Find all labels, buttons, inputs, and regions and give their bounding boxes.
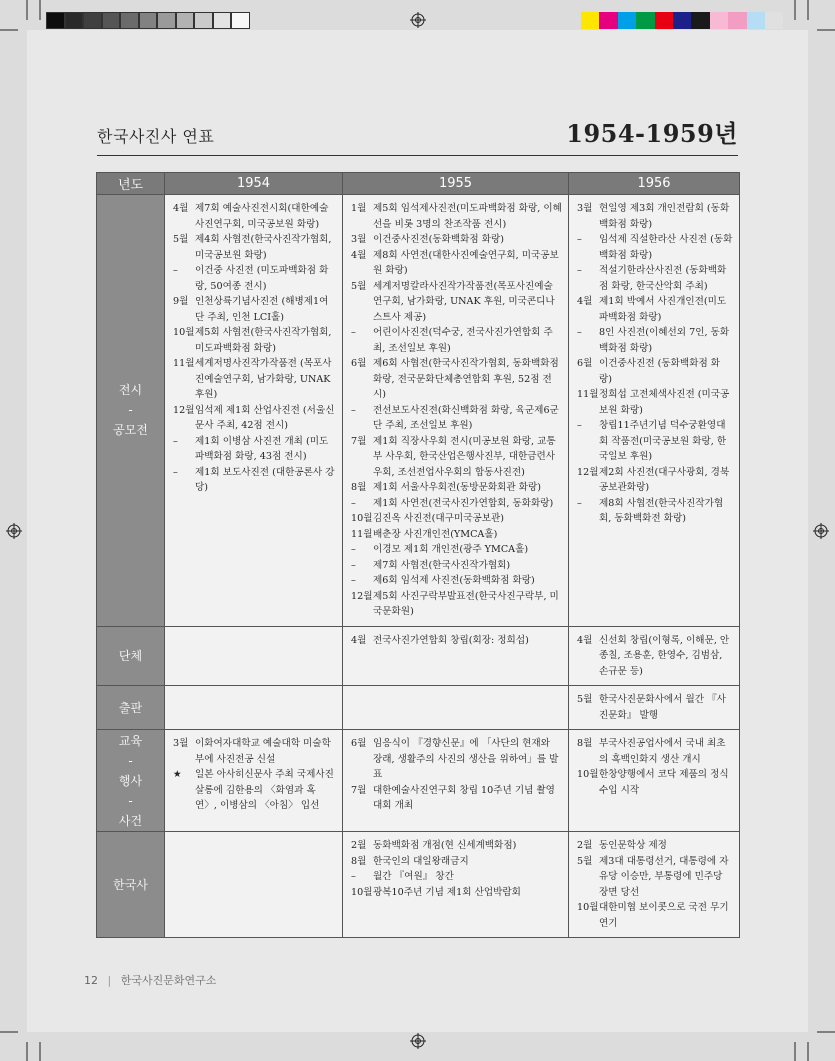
- event-text: 제7회 예술사진전시회(대한예술사진연구회, 미국공보원 화랑): [195, 203, 329, 230]
- event-text: 제1회 직장사우회 전시(미공보원 화랑, 교통부 사우회, 한국산업은행사진부, 대한금련사우회, 조선전업사우회의 합동사진전): [373, 435, 556, 478]
- event-entry: [351, 527, 562, 543]
- category-label-line: -: [128, 403, 133, 418]
- category-label-line: 공모전: [113, 423, 148, 438]
- event-month: 4월: [577, 296, 593, 307]
- event-text: 인천상륙기념사진전 (해병제1여단 주최, 인천 LCI홀): [195, 296, 329, 323]
- color-swatch: [728, 12, 746, 29]
- event-month: 7월: [351, 435, 367, 447]
- year-cell: [343, 626, 569, 686]
- category-label: [97, 832, 165, 938]
- event-text: 동화백화점 개점(현 신세계백화점): [373, 840, 517, 851]
- footer-separator: |: [107, 974, 112, 987]
- category-label-line: -: [128, 753, 133, 768]
- event-entry: [577, 900, 733, 931]
- event-text: 이건중 사진전 (미도파백화점 화랑, 50여종 전시): [195, 265, 329, 292]
- running-header-years: 1954-1959년: [566, 119, 738, 148]
- gray-swatch: [139, 12, 158, 29]
- event-month: 1월: [351, 203, 367, 214]
- event-text: 제1회 박예서 사진개인전(미도파백화점 화랑): [599, 296, 727, 323]
- gray-swatch: [231, 12, 250, 29]
- event-entry: [351, 201, 562, 232]
- event-month: –: [173, 466, 178, 478]
- event-text: 제6회 임석제 사진전(동화백화점 화랑): [373, 575, 535, 586]
- event-month: 10월: [351, 513, 373, 524]
- event-text: 현일영 제3회 개인전람회 (동화백화점 화랑): [599, 203, 730, 230]
- event-text: 임응식이 『경향신문』에 「사단의 현재와 장래, 생활주의 사진의 생산을 위하여」를 발표: [373, 738, 559, 780]
- event-entry: [351, 232, 562, 248]
- event-month: 10월: [577, 902, 599, 913]
- event-text: 한창양행에서 코닥 제품의 정식 수입 시작: [599, 769, 729, 796]
- color-swatch: [655, 12, 673, 29]
- event-month: 11월: [173, 358, 195, 369]
- table-row: [97, 730, 740, 832]
- event-entry: [173, 403, 336, 434]
- category-label-line: 한국사: [113, 877, 148, 892]
- event-text: 전선보도사진전(화신백화점 화랑, 육군제6군단 주최, 조선일보 후원): [373, 404, 559, 431]
- event-text: 신선회 창립(이형록, 이해문, 안종칠, 조용훈, 한영수, 김범삼, 손규문 등): [599, 634, 730, 677]
- gray-swatch: [102, 12, 121, 29]
- event-text: 이건중사진전(동화백화점 화랑): [373, 234, 505, 245]
- event-month: –: [577, 265, 582, 276]
- event-entry: [577, 232, 733, 263]
- event-text: 제5회 사진구락부발표전(한국사진구락부, 미국문화원): [373, 590, 559, 617]
- event-entry: [577, 854, 733, 901]
- event-text: 제1회 서울사우회전(동방문화회관 화랑): [373, 482, 541, 493]
- event-entry: [351, 325, 562, 356]
- event-text: 제5회 사협전(한국사진작가협회, 미도파백화점 화랑): [195, 327, 332, 354]
- event-entry: [577, 465, 733, 496]
- event-text: 제1회 이병삼 사진전 개최 (미도파백화점 화랑, 43점 전시): [195, 435, 329, 462]
- corner-header: 년도: [97, 173, 165, 195]
- color-swatch: [581, 12, 599, 29]
- table-row: [97, 686, 740, 730]
- event-month: 2월: [577, 840, 593, 851]
- event-entry: [577, 263, 733, 294]
- event-month: –: [351, 871, 356, 882]
- event-text: 세계저명사진작가작품전 (목포사진예술연구회, 남가화랑, UNAK 후원): [195, 358, 332, 400]
- event-month: 4월: [351, 634, 367, 646]
- event-entry: [577, 692, 733, 723]
- event-month: 6월: [351, 738, 367, 749]
- event-entry: [351, 589, 562, 620]
- event-month: –: [351, 559, 356, 571]
- event-entry: [351, 838, 562, 854]
- event-entry: [173, 232, 336, 263]
- event-text: 대한예술사진연구회 창립 10주년 기념 촬영대회 개최: [373, 784, 555, 811]
- gray-swatch: [120, 12, 139, 29]
- year-header-1954: 1954: [165, 173, 343, 195]
- event-text: 정희섭 고전체색사진전 (미국공보원 화랑): [599, 389, 730, 416]
- table-header-row: [97, 173, 740, 195]
- event-month: –: [351, 404, 356, 416]
- year-cell: [165, 195, 343, 627]
- category-label-line: 단체: [118, 648, 143, 663]
- event-text: 8인 사진전(이혜선외 7인, 동화백화점 화랑): [599, 327, 730, 354]
- gray-swatch: [213, 12, 232, 29]
- category-label-line: -: [128, 793, 133, 808]
- event-entry: [577, 294, 733, 325]
- event-text: 제6회 사협전(한국사진작가협회, 동화백화점 화랑, 전국문화단체총연합회 후원, 52점 전시): [373, 358, 559, 400]
- event-month: 5월: [577, 694, 593, 705]
- event-entry: [173, 294, 336, 325]
- year-cell: [569, 730, 740, 832]
- event-month: –: [173, 265, 178, 276]
- event-entry: [351, 279, 562, 326]
- table-row: [97, 832, 740, 938]
- event-month: 4월: [173, 203, 189, 214]
- event-entry: [351, 511, 562, 527]
- color-swatch: [636, 12, 654, 29]
- event-text: 제8회 사협전(한국사진작가협회, 동화백화전 화랑): [599, 497, 724, 524]
- event-text: 김진옥 사진전(대구미국공보관): [373, 513, 505, 524]
- year-cell: [343, 730, 569, 832]
- event-month: 5월: [351, 280, 367, 292]
- event-entry: [577, 767, 733, 798]
- event-entry: [351, 480, 562, 496]
- gray-swatch: [83, 12, 102, 29]
- event-entry: [577, 201, 733, 232]
- gray-swatch: [157, 12, 176, 29]
- event-text: 임석제 제1회 산업사진전 (서울신문사 주최, 42점 전시): [195, 404, 335, 431]
- event-text: 제2회 사진전(대구사광회, 경북 공보관화랑): [599, 466, 730, 493]
- event-month: 8월: [351, 855, 367, 867]
- event-entry: [173, 736, 336, 767]
- event-entry: [577, 418, 733, 465]
- event-text: 전국사진가연합회 창립(회장: 정희섭): [373, 634, 529, 646]
- category-label-line: 교육: [118, 733, 143, 748]
- event-month: 10월: [351, 886, 373, 898]
- year-cell: [165, 686, 343, 730]
- category-label-line: 사건: [118, 813, 143, 828]
- event-entry: [351, 558, 562, 574]
- category-label-line: 행사: [118, 773, 143, 788]
- gray-swatch: [65, 12, 84, 29]
- year-cell: [165, 832, 343, 938]
- chronology-table: [96, 172, 740, 938]
- event-entry: [173, 263, 336, 294]
- event-text: 적설기한라산사진전 (동화백화점 화랑, 한국산악회 주최): [599, 265, 727, 292]
- event-month: –: [351, 327, 356, 338]
- event-month: 10월: [577, 769, 599, 780]
- event-month: 4월: [351, 249, 367, 261]
- category-label: [97, 686, 165, 730]
- event-entry: [351, 573, 562, 589]
- event-entry: [173, 465, 336, 496]
- event-month: 8월: [351, 482, 367, 493]
- event-text: 한국인의 대일왕래금지: [373, 855, 469, 867]
- event-text: 이경모 제1회 개인전(광주 YMCA홀): [373, 544, 529, 555]
- event-entry: [351, 434, 562, 481]
- color-swatch: [765, 12, 783, 29]
- color-swatch: [618, 12, 636, 29]
- event-entry: [173, 356, 336, 403]
- event-month: –: [351, 575, 356, 586]
- event-text: 제1회 보도사진전 (대한공론사 강당): [195, 466, 335, 493]
- event-month: 6월: [577, 358, 593, 369]
- event-entry: [351, 403, 562, 434]
- category-label: [97, 626, 165, 686]
- event-text: 동인문학상 제정: [599, 840, 667, 851]
- category-label-line: 전시: [118, 383, 143, 398]
- event-month: –: [577, 420, 582, 431]
- event-text: 월간 『여원』 창간: [373, 871, 454, 882]
- event-month: 2월: [351, 840, 367, 851]
- event-text: 한국사진문화사에서 월간 『사진문화』 발행: [599, 694, 726, 721]
- year-header-1956: 1956: [569, 173, 740, 195]
- event-month: ★: [173, 769, 182, 780]
- event-month: 5월: [577, 855, 593, 867]
- table-row: [97, 626, 740, 686]
- event-entry: [351, 783, 562, 814]
- event-month: –: [173, 435, 178, 447]
- event-month: –: [577, 327, 582, 338]
- page-footer: [84, 972, 222, 988]
- event-text: 제3대 대통령선거, 대통령에 자유당 이승만, 부통령에 민주당 장면 당선: [599, 855, 729, 898]
- gray-swatch: [46, 12, 65, 29]
- event-month: 5월: [173, 234, 189, 245]
- year-cell: [569, 626, 740, 686]
- event-entry: [577, 633, 733, 680]
- gray-swatch: [194, 12, 213, 29]
- event-entry: [577, 838, 733, 854]
- category-label-line: 출판: [118, 700, 143, 715]
- event-entry: [351, 248, 562, 279]
- event-text: 제8회 사연전(대한사진예술연구회, 미국공보원 화랑): [373, 249, 559, 276]
- event-month: –: [351, 497, 356, 509]
- year-cell: [165, 626, 343, 686]
- event-text: 임석제 직설한라산 사진전 (동화백화점 화랑): [599, 234, 733, 261]
- event-entry: [351, 736, 562, 783]
- header-rule: [97, 155, 738, 156]
- event-entry: [351, 356, 562, 403]
- color-swatch: [673, 12, 691, 29]
- event-entry: [173, 434, 336, 465]
- event-text: 창립11주년기념 덕수궁환영대회 작품전(미국공보원 화랑, 한국일보 후원): [599, 420, 727, 462]
- category-label: [97, 195, 165, 627]
- gray-swatch: [176, 12, 195, 29]
- event-text: 어린이사진전(덕수궁, 전국사진가연합회 주최, 조선일보 후원): [373, 327, 553, 354]
- year-header-1955: 1955: [343, 173, 569, 195]
- event-month: 10월: [173, 327, 195, 338]
- event-entry: [577, 356, 733, 387]
- year-cell: [569, 832, 740, 938]
- event-entry: [173, 201, 336, 232]
- event-entry: [351, 633, 562, 649]
- event-entry: [351, 542, 562, 558]
- event-text: 이건중사진전 (동화백화점 화랑): [599, 358, 721, 385]
- event-month: 4월: [577, 634, 593, 646]
- year-cell: [569, 686, 740, 730]
- event-month: –: [577, 497, 582, 509]
- event-month: 11월: [351, 528, 373, 540]
- color-swatch: [710, 12, 728, 29]
- event-text: 이화여자대학교 예술대학 미술학부에 사진전공 신설: [195, 738, 331, 765]
- event-month: 12월: [173, 404, 195, 416]
- event-entry: [577, 325, 733, 356]
- year-cell: [165, 730, 343, 832]
- event-text: 제7회 사협전(한국사진작가협회): [373, 559, 511, 571]
- year-cell: [343, 686, 569, 730]
- event-text: 부국사진공업사에서 국내 최초의 흑백인화지 생산 개시: [599, 738, 726, 765]
- color-swatch: [747, 12, 765, 29]
- event-entry: [351, 854, 562, 870]
- event-month: 3월: [577, 203, 593, 214]
- event-entry: [173, 767, 336, 814]
- event-month: 11월: [577, 389, 599, 400]
- event-month: –: [351, 544, 356, 555]
- event-month: 7월: [351, 784, 367, 796]
- event-text: 일본 아사히신문사 주최 국제사진살롱에 김한용의 〈화염과 혹연〉, 이병삼의 〈아침〉 입선: [195, 769, 334, 811]
- event-month: 3월: [351, 234, 367, 245]
- footer-org: 한국사진문화연구소: [120, 974, 217, 987]
- event-text: 제5회 임석제사진전(미도파백화점 화랑, 이혜선을 비롯 3명의 찬조작품 전시): [373, 203, 562, 230]
- event-entry: [351, 885, 562, 901]
- event-entry: [351, 869, 562, 885]
- year-cell: [343, 832, 569, 938]
- event-entry: [577, 496, 733, 527]
- event-entry: [173, 325, 336, 356]
- event-text: 제1회 사연전(전국사진가연합회, 동화화랑): [373, 497, 554, 509]
- page-number: 12: [84, 974, 98, 987]
- event-month: 12월: [577, 466, 599, 478]
- event-entry: [577, 387, 733, 418]
- event-month: 12월: [351, 590, 373, 602]
- event-text: 대한미협 보이콧으로 국전 무기연기: [599, 902, 729, 929]
- color-swatch: [599, 12, 617, 29]
- event-month: –: [577, 234, 582, 245]
- category-label: [97, 730, 165, 832]
- running-header-title: 한국사진사 연표: [97, 127, 215, 146]
- event-text: 세계저명칼라사진작가작품전(목포사진예술연구회, 남가화랑, UNAK 후원, 미국콘디나스트사 제공): [373, 280, 555, 323]
- event-text: 광복10주년 기념 제1회 산업박람회: [373, 886, 521, 898]
- table-row: [97, 195, 740, 627]
- event-month: 6월: [351, 358, 367, 369]
- event-entry: [577, 736, 733, 767]
- event-entry: [351, 496, 562, 512]
- year-cell: [343, 195, 569, 627]
- event-month: 9월: [173, 296, 189, 307]
- event-month: 8월: [577, 738, 593, 749]
- year-cell: [569, 195, 740, 627]
- color-swatch: [691, 12, 709, 29]
- event-text: 제4회 사협전(한국사진작가협회, 미국공보원 화랑): [195, 234, 332, 261]
- event-text: 배춘장 사진개인전(YMCA홀): [373, 528, 498, 540]
- event-month: 3월: [173, 738, 189, 749]
